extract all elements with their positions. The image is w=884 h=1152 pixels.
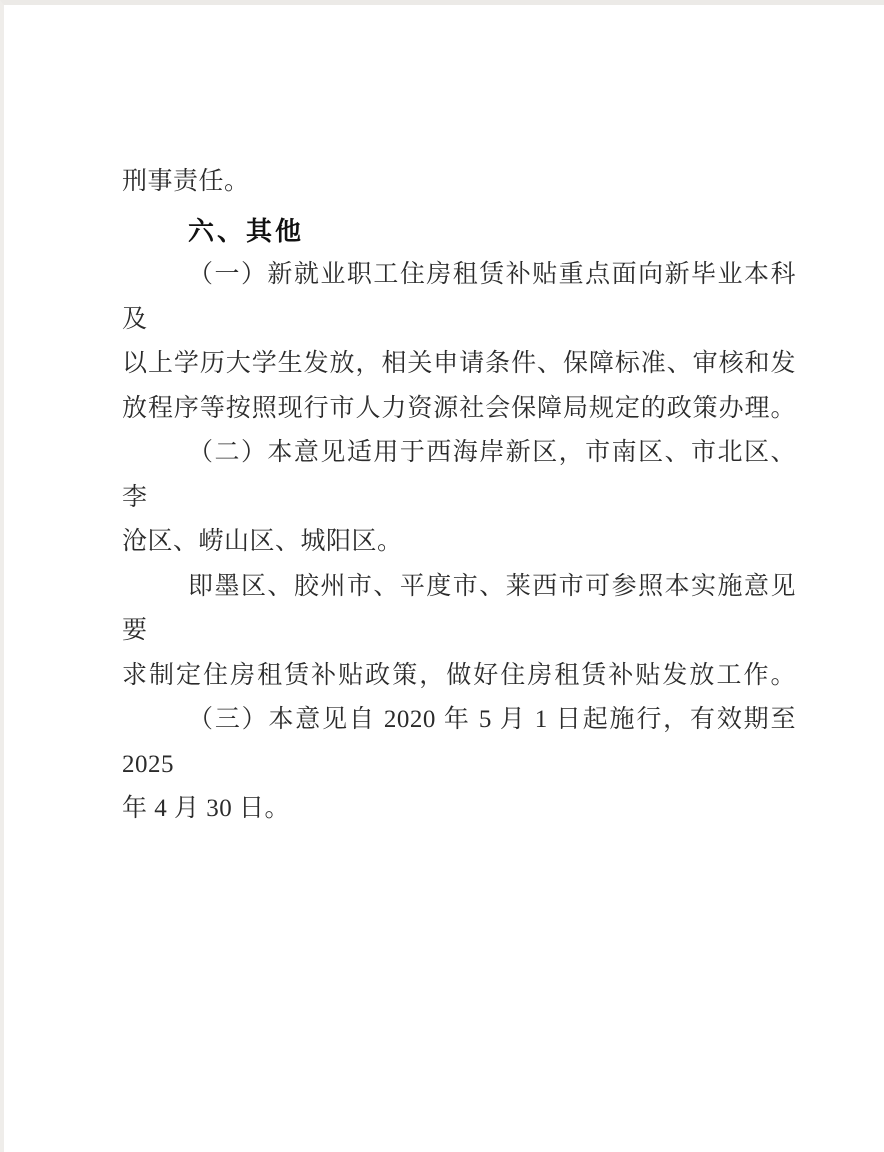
paragraph-line-item2-3: 即墨区、胶州市、平度市、莱西市可参照本实施意见要 — [122, 572, 796, 644]
paragraph-line-item2-4: 求制定住房租赁补贴政策，做好住房租赁补贴发放工作。 — [122, 661, 796, 689]
section-heading: 六、其他 — [188, 215, 305, 246]
paragraph-line-item3-2: 年 4 月 30 日。 — [122, 795, 291, 822]
paragraph-line-item3-1: （三）本意见自 2020 年 5 月 1 日起施行，有效期至 2025 — [122, 706, 796, 778]
document-page — [4, 5, 884, 1152]
paragraph-line-item1-2: 以上学历大学生发放，相关申请条件、保障标准、审核和发 — [122, 350, 796, 377]
paragraph-line-criminal-liability: 刑事责任。 — [122, 168, 250, 195]
paragraph-line-item1-3: 放程序等按照现行市人力资源社会保障局规定的政策办理。 — [122, 394, 796, 422]
paragraph-line-item1-1: （一）新就业职工住房租赁补贴重点面向新毕业本科及 — [122, 261, 796, 333]
paragraph-line-item2-2: 沧区、崂山区、城阳区。 — [122, 528, 403, 555]
paragraph-line-item2-1: （二）本意见适用于西海岸新区，市南区、市北区、李 — [122, 439, 796, 511]
